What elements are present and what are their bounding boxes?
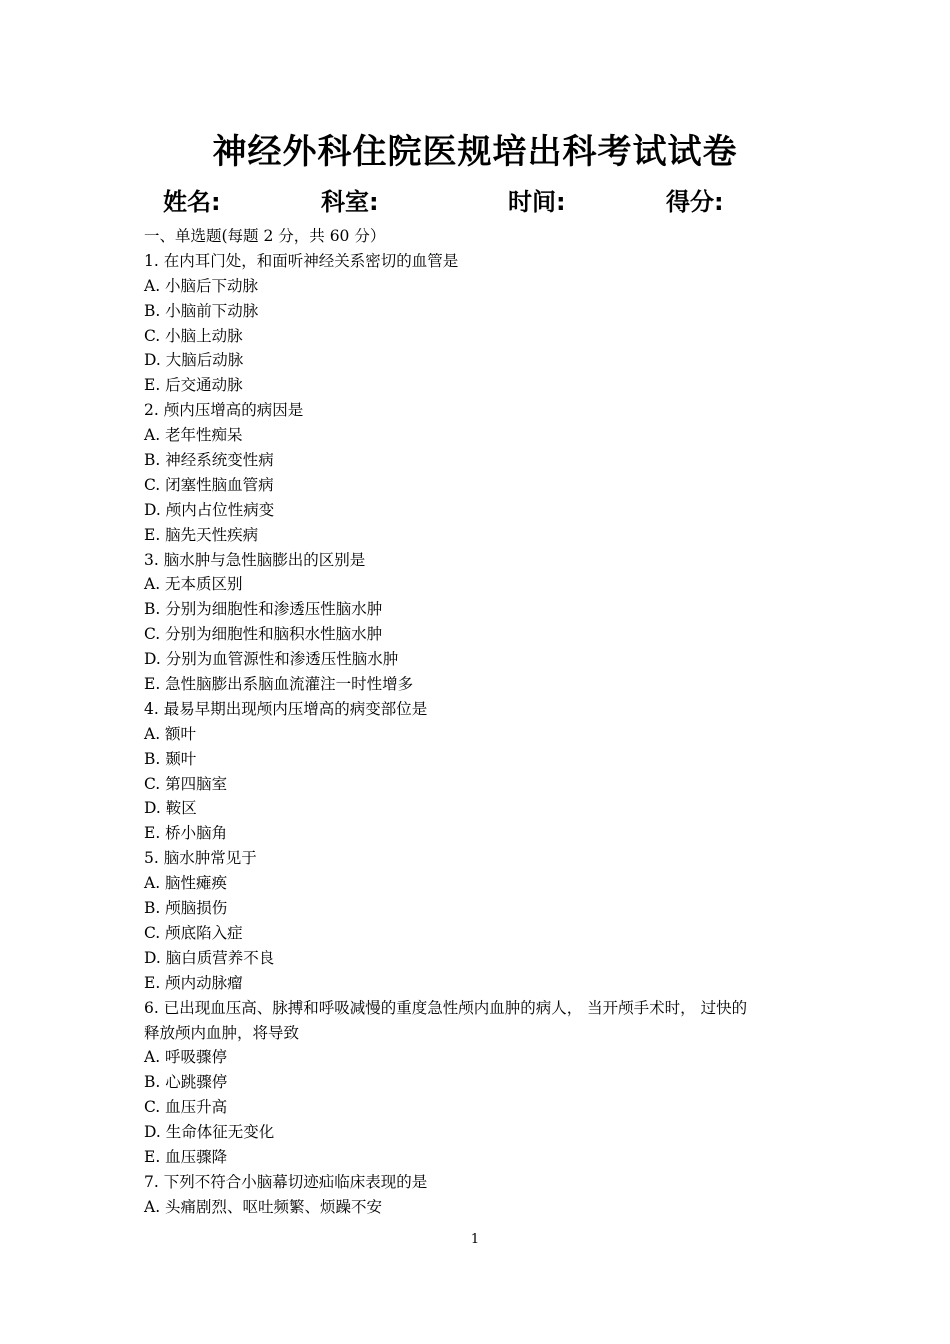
- answer-option: E. 脑先天性疾病: [144, 525, 259, 544]
- exam-info-row: [0, 184, 950, 220]
- answer-option: D. 分别为血管源性和渗透压性脑水肿: [144, 650, 399, 669]
- question-stem: 7. 下列不符合小脑幕切迹疝临床表现的是: [144, 1172, 428, 1191]
- question-stem: 4. 最易早期出现颅内压增高的病变部位是: [144, 699, 428, 718]
- answer-option: D. 大脑后动脉: [144, 351, 244, 370]
- answer-option: B. 颅脑损伤: [144, 899, 228, 918]
- answer-option: C. 第四脑室: [144, 774, 228, 793]
- answer-option: B. 分别为细胞性和渗透压性脑水肿: [144, 600, 383, 619]
- answer-option: B. 颞叶: [144, 749, 197, 768]
- department-field-label: 科室:: [321, 188, 379, 216]
- page-number: 1: [470, 1232, 480, 1247]
- answer-option: E. 血压骤降: [144, 1147, 228, 1166]
- question-stem: 1. 在内耳门处，和面听神经关系密切的血管是: [144, 251, 459, 270]
- answer-option: B. 心跳骤停: [144, 1073, 228, 1092]
- question-stem: 2. 颅内压增高的病因是: [144, 401, 304, 420]
- section-heading: 一、单选题(每题 2 分，共 60 分）: [144, 227, 386, 245]
- question-stem: 3. 脑水肿与急性脑膨出的区别是: [144, 550, 366, 569]
- answer-option: E. 颅内动脉瘤: [144, 973, 243, 992]
- name-field-label: 姓名:: [163, 188, 221, 216]
- time-field-label: 时间:: [508, 188, 566, 216]
- answer-option: A. 脑性瘫痪: [144, 874, 228, 893]
- answer-option: C. 血压升高: [144, 1098, 228, 1117]
- answer-option: D. 生命体征无变化: [144, 1123, 275, 1142]
- question-stem: 5. 脑水肿常见于: [144, 849, 257, 868]
- score-field-label: 得分:: [666, 188, 724, 216]
- answer-option: A. 头痛剧烈、呕吐频繁、烦躁不安: [144, 1197, 383, 1216]
- exam-content: [144, 224, 804, 1220]
- answer-option: D. 颅内占位性病变: [144, 500, 275, 519]
- answer-option: A. 无本质区别: [144, 575, 243, 594]
- answer-option: E. 急性脑膨出系脑血流灌注一时性增多: [144, 675, 414, 694]
- question-stem: 6. 已出现血压高、脉搏和呼吸减慢的重度急性颅内血肿的病人， 当开颅手术时， 过快的: [144, 998, 748, 1017]
- answer-option: A. 小脑后下动脉: [144, 276, 259, 295]
- question-stem-continued: 释放颅内血肿，将导致: [144, 1023, 300, 1042]
- answer-option: A. 额叶: [144, 724, 197, 743]
- answer-option: B. 神经系统变性病: [144, 451, 274, 470]
- answer-option: C. 颅底陷入症: [144, 923, 243, 942]
- answer-option: A. 老年性痴呆: [144, 426, 243, 445]
- answer-option: D. 脑白质营养不良: [144, 948, 275, 967]
- document-title: 神经外科住院医规培出科考试试卷: [212, 132, 738, 172]
- answer-option: E. 桥小脑角: [144, 824, 228, 843]
- answer-option: C. 小脑上动脉: [144, 326, 243, 345]
- answer-option: C. 分别为细胞性和脑积水性脑水肿: [144, 625, 383, 644]
- answer-option: C. 闭塞性脑血管病: [144, 475, 274, 494]
- answer-option: A. 呼吸骤停: [144, 1048, 228, 1067]
- answer-option: E. 后交通动脉: [144, 376, 243, 395]
- answer-option: B. 小脑前下动脉: [144, 301, 259, 320]
- answer-option: D. 鞍区: [144, 799, 197, 818]
